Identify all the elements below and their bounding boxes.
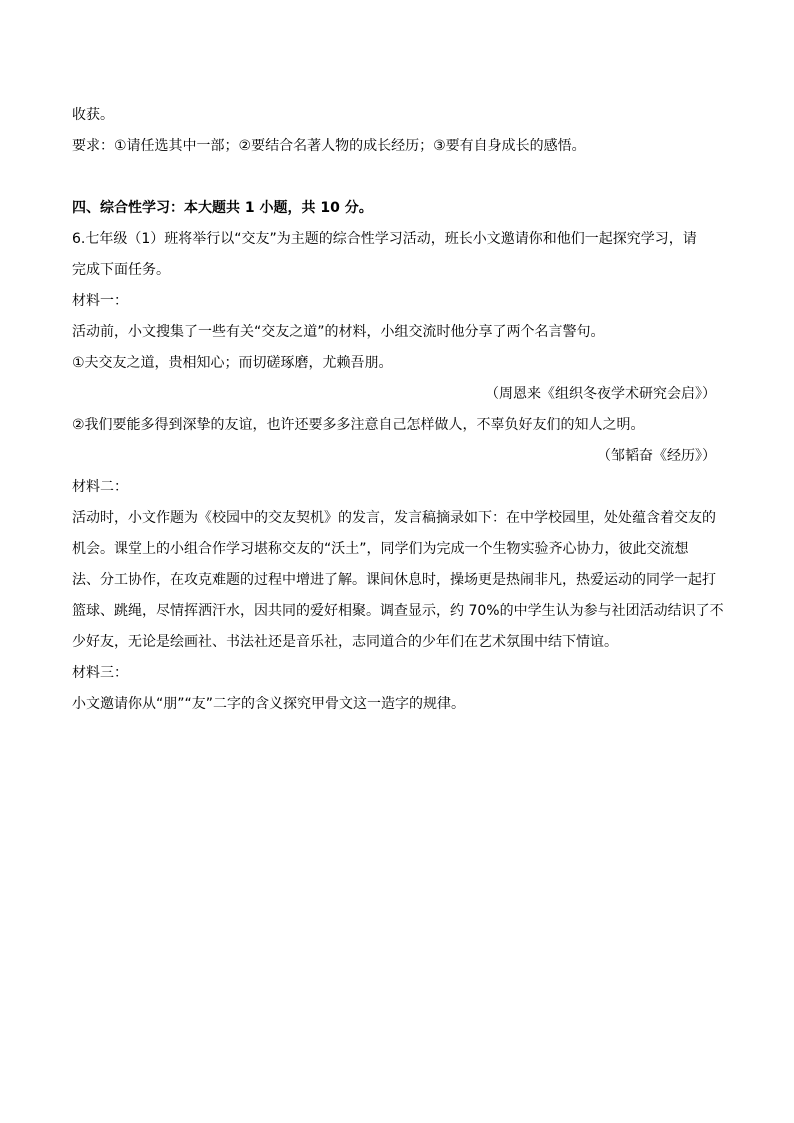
spacer bbox=[72, 162, 716, 193]
requirement-text: 要求：①请任选其中一部；②要结合名著人物的成长经历；③要有自身成长的感悟。 bbox=[72, 138, 586, 154]
material-1-intro: 活动前，小文搜集了一些有关“交友之道”的材料，小组交流时他分享了两个名言警句。 bbox=[72, 324, 605, 340]
question-6-text: 6.七年级（1）班将举行以“交友”为主题的综合性学习活动，班长小文邀请你和他们一起探究学习，请 bbox=[72, 231, 697, 247]
material-2-line: 活动时，小文作题为《校园中的交友契机》的发言，发言稿摘录如下：在中学校园里，处处蕴含着交友的 bbox=[72, 510, 716, 526]
material-1-title: 材料一： bbox=[72, 293, 128, 309]
material-3-title: 材料三： bbox=[72, 665, 128, 681]
question-6-text-cont: 完成下面任务。 bbox=[72, 262, 170, 278]
paragraph-text: 收获。 bbox=[72, 107, 114, 123]
quote-2: ②我们要能多得到深挚的友谊，也许还要多多注意自己怎样做人，不辜负好友们的知人之明。 bbox=[72, 417, 645, 433]
material-2-title: 材料二： bbox=[72, 479, 128, 495]
quote-2-source: （邹韬奋《经历》） bbox=[597, 448, 716, 464]
material-2-line: 法、分工协作，在攻克难题的过程中增进了解。课间休息时，操场更是热闹非凡，热爱运动的同学一起打 bbox=[72, 572, 716, 588]
material-3-line: 小文邀请你从“朋”“友”二字的含义探究甲骨文这一造字的规律。 bbox=[72, 696, 466, 712]
material-2-line: 篮球、跳绳，尽情挥洒汗水，因共同的爱好相聚。调查显示，约 70%的中学生认为参与社团活动结识了不 bbox=[72, 603, 724, 619]
quote-1: ①夫交友之道，贵相知心；而切磋琢磨，尤赖吾朋。 bbox=[72, 355, 393, 371]
material-2-line: 少好友，无论是绘画社、书法社还是音乐社，志同道合的少年们在艺术氛围中结下情谊。 bbox=[72, 634, 618, 650]
quote-1-source: （周恩来《组织冬夜学术研究会启》） bbox=[485, 386, 716, 402]
section-heading: 四、综合性学习：本大题共 1 小题，共 10 分。 bbox=[72, 200, 373, 216]
material-2-line: 机会。课堂上的小组合作学习堪称交友的“沃土”，同学们为完成一个生物实验齐心协力，彼此交流想 bbox=[72, 541, 689, 557]
